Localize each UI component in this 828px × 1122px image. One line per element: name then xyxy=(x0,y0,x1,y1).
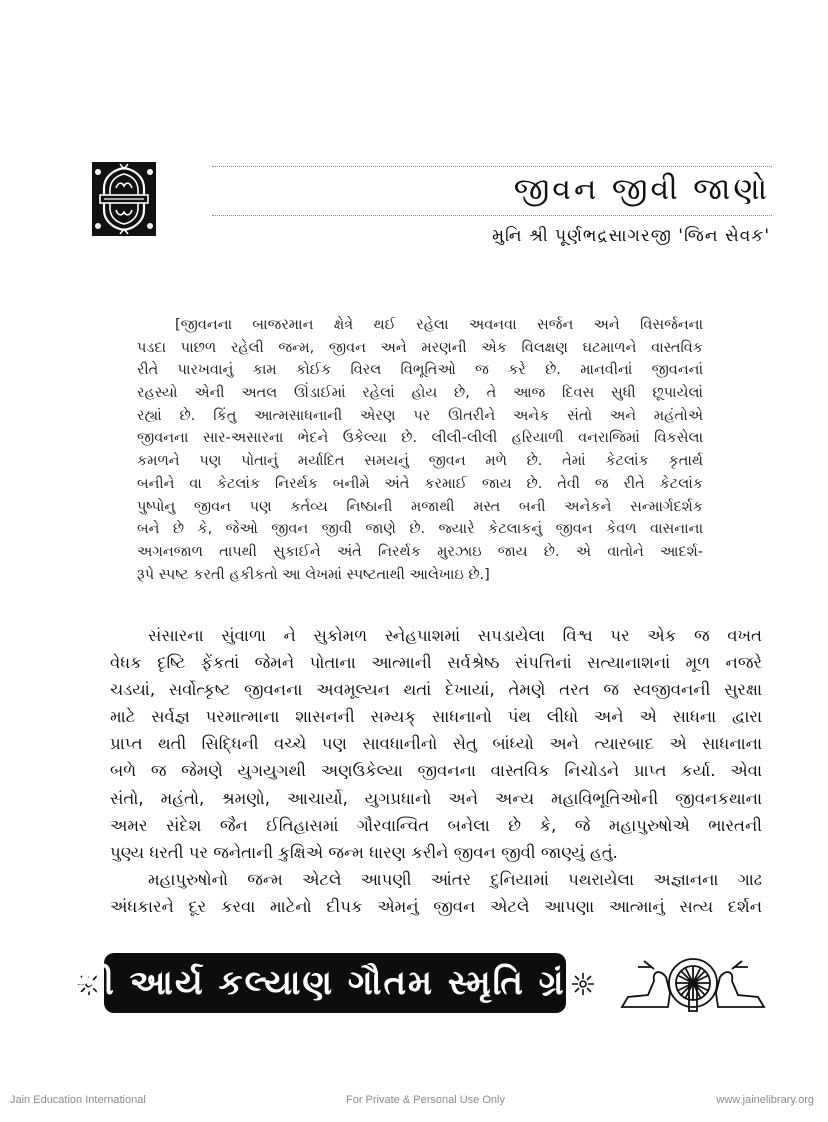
article-title: જીવન જીવી જાણો xyxy=(513,172,770,207)
dotted-rule-middle xyxy=(212,215,772,216)
dharma-wheel-with-deer-icon xyxy=(618,955,768,1015)
abstract-line: પુષ્પોનુ જીવન પણ કર્તવ્ય નિષ્ઠાની મજાથી મસ્ત બની અનેકને સન્માર્ગદર્શક xyxy=(137,498,703,515)
abstract-line: અગનજાળ તાપથી સુકાઈને અંતે નિરર્થક મુરઝાઇ જાય છે. એ વાતોને આદર્શ- xyxy=(137,543,703,560)
abstract-line: કમળને પણ પોતાનું મર્યાદિત સમયનું જીવન મળે છે. તેમાં કેટલાંક કૃતાર્થ xyxy=(137,453,703,470)
footer-website: www.jainelibrary.org xyxy=(716,1094,814,1106)
dotted-rule-top xyxy=(212,166,772,167)
body-line: પ્રાપ્ત થતી સિદ્ધિની વચ્ચે પણ સાવધાનીનો સેતુ બાંધ્યો અને ત્યારબાદ એ સાધનાના xyxy=(110,734,762,754)
banner-plate xyxy=(76,953,594,1013)
abstract-line: રહ્યાં છે. કિંતુ આત્મસાધનાની એરણ પર ઊતરીને અનેક સંતો અને મહંતોએ xyxy=(137,407,703,424)
article-author: મુનિ શ્રી પૂર્ણભદ્રસાગરજી 'જિન સેવક' xyxy=(492,226,770,246)
body-line: માટે સર્વજ્ઞ પરમાત્માના શાસનની સમ્યક્ સાધનાનો પંથ લીધો અને એ સાધના દ્વારા xyxy=(110,707,762,727)
article-body xyxy=(110,622,762,920)
publication-banner xyxy=(76,953,596,1013)
body-line: અમર સંદેશ જૈન ઈતિહાસમાં ગૌરવાન્વિત બનેલા છે કે, જે મહાપુરુષોએ ભારતની xyxy=(110,815,762,835)
body-line: બળે જ જેમણે યુગયુગથી અણઉકેલ્યા જીવનના વાસ્તવિક નિચોડને પ્રાપ્ત કર્યા. એવા xyxy=(110,761,762,781)
article-abstract xyxy=(137,314,703,586)
body-line: પુણ્ય ધરતી પર જનેતાની કુક્ષિએ જન્મ ધારણ કરીને જીવન જીવી જાણ્યું હતું. xyxy=(110,842,618,862)
flower-ornament-icon xyxy=(570,971,596,997)
body-line: ચડયાં, સર્વોત્કૃષ્ટ જીવનના અવમૂલ્યન થતાં દેખાયાં, તેમણે તરત જ સ્વજીવનની સુરક્ષા xyxy=(110,680,762,700)
body-line: વેધક દૃષ્ટિ ફેંકતાં જેમને પોતાના આત્માની સર્વશ્રેષ્ઠ સંપત્તિનાં સત્યાનાશનાં મૂળ નજરે xyxy=(110,653,762,673)
body-line: અંધકારને દૂર કરવા માટેનો દીપક એમનું જીવન એટલે આપણા આત્માનું સત્ય દર્શન xyxy=(110,896,762,916)
body-line: સંસારના સુંવાળા ને સુકોમળ સ્નેહપાશમાં સપડાયેલા વિશ્વ પર એક જ વખત xyxy=(148,626,762,645)
footer-publisher: Jain Education International xyxy=(10,1094,146,1106)
abstract-line: બનીને વા કેટલાંક નિરર્થક બનીમે અંતે કરમાઈ જાય છે. તેવી જ રીતે કેટલાંક xyxy=(137,475,703,492)
ornate-square-motif-icon xyxy=(92,162,156,236)
abstract-line: જીવનના સાર-અસારના ભેદને ઉકેલ્યા છે. લીલી-લીલી હરિયાળી વનરાજિમાં વિકસેલા xyxy=(137,430,703,447)
abstract-line: રહસ્યો એની અતલ ઊંડાઈમાં રહેલાં હોય છે, તે આજ દિવસ સુધી છૂપાયેલાં xyxy=(137,385,703,402)
body-line: સંતો, મહંતો, શ્રમણો, આચાર્યો, યુગપ્રધાનો અને અન્ય મહાવિભૂતિઓની જીવનકથાના xyxy=(110,788,762,808)
abstract-line: [જીવનના બાજરમાન ક્ષેત્રે થઈ રહેલા અવનવા સર્જન અને વિસર્જનના xyxy=(175,317,703,333)
banner-title: શ્રી આર્ય કલ્યાણ ગૌતમ સ્મૃતિ ગ્રંથ xyxy=(76,963,594,1003)
footer-usage-notice: For Private & Personal Use Only xyxy=(346,1094,505,1106)
abstract-line: પડદા પાછળ રહેલી જન્મ, જીવન અને મરણની એક વિલક્ષણ ઘટમાળને વાસ્તવિક xyxy=(137,339,703,356)
abstract-line: બને છે કે, જેઓ જીવન જીવી જાણે છે. જ્યારે કેટલાકનું જીવન કેવળ વાસનાના xyxy=(137,521,703,538)
body-line: મહાપુરુષોનો જન્મ એટલે આપણી આંતર દુનિયામાં પથરાયેલા અજ્ઞાનના ગાઢ xyxy=(148,869,762,889)
abstract-line: રીતે પારખવાનું કામ કોઈક વિરલ વિભૂતિઓ જ કરે છે. માનવીનાં જીવનનાં xyxy=(137,362,703,379)
abstract-line: રૂપે સ્પષ્ટ કરતી હકીકતો આ લેખમાં સ્પષ્ટતાથી આલેખાઇ છે.] xyxy=(137,566,490,583)
